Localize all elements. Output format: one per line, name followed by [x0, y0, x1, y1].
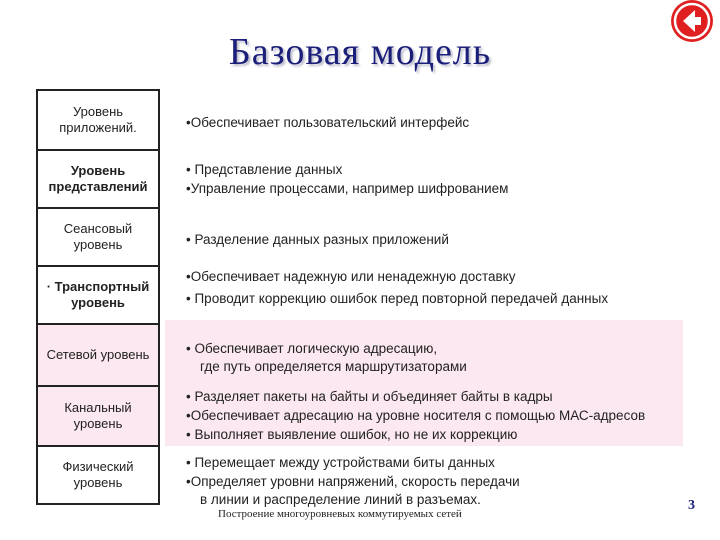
desc-transport-2: • Проводит коррекцию ошибок перед повторной передачей данных — [186, 291, 609, 306]
desc-network-2: где путь определяется маршрутизаторами — [200, 359, 467, 374]
desc-physical-3: в линии и распределение линий в разъемах. — [200, 492, 481, 507]
desc-session-1: • Разделение данных разных приложений — [186, 232, 449, 247]
desc-physical-1: • Перемещает между устройствами биты данных — [186, 455, 495, 470]
layer-physical: Физический уровень — [36, 445, 160, 505]
page-number: 3 — [688, 498, 695, 513]
layer-datalink: Канальный уровень — [36, 385, 160, 445]
page-title: Базовая модель — [228, 31, 492, 73]
back-arrow-icon — [664, 0, 720, 46]
desc-physical-2: •Определяет уровни напряжений, скорость передачи — [186, 474, 520, 489]
layer-stack — [36, 89, 160, 505]
desc-transport-1: •Обеспечивает надежную или ненадежную доставку — [186, 269, 516, 284]
desc-presentation-1: • Представление данных — [186, 162, 343, 177]
desc-network-1: • Обеспечивает логическую адресацию, — [186, 341, 438, 356]
layer-application: Уровень приложений. — [36, 89, 160, 149]
desc-datalink-1: • Разделяет пакеты на байты и объединяет байты в кадры — [186, 389, 553, 404]
footer-text: Построение многоуровневых коммутируемых сетей — [218, 508, 462, 520]
back-button[interactable] — [664, 0, 720, 46]
desc-datalink-3: • Выполняет выявление ошибок, но не их коррекцию — [186, 427, 518, 442]
layer-transport: · Транспортный уровень — [36, 265, 160, 323]
layer-session: Сеансовый уровень — [36, 207, 160, 265]
desc-presentation-2: •Управление процессами, например шифрованием — [186, 181, 509, 196]
desc-datalink-2: •Обеспечивает адресацию на уровне носителя с помощью МАС-адресов — [186, 408, 646, 423]
layer-network: Сетевой уровень — [36, 323, 160, 385]
desc-application-1: •Обеспечивает пользовательский интерфейс — [186, 115, 470, 130]
layer-presentation: Уровень представлений — [36, 149, 160, 207]
